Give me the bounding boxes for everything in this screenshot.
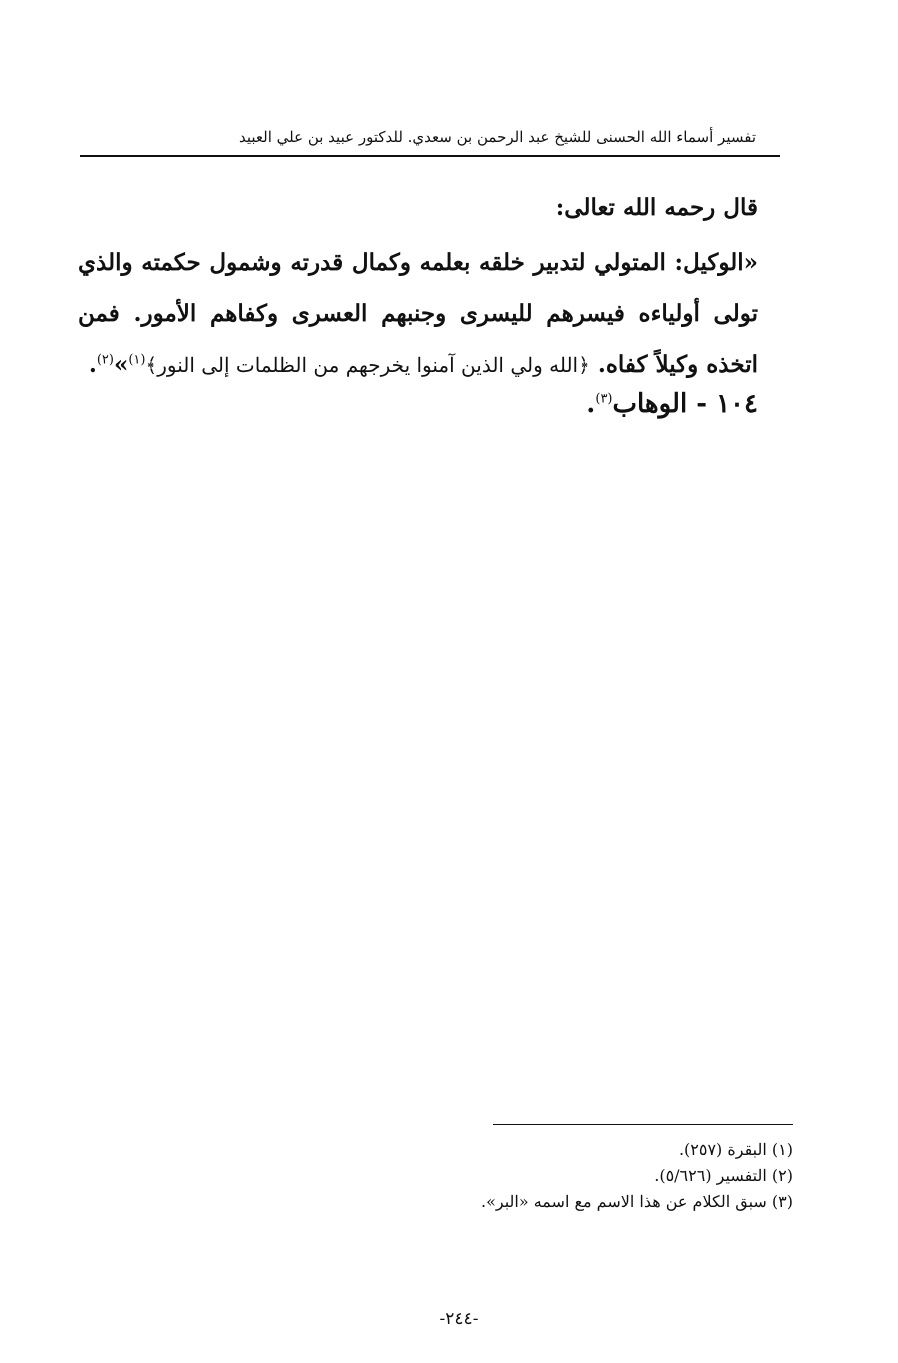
page-number-row [0, 1308, 898, 1330]
footnotes [373, 1137, 793, 1215]
heading-end: . [586, 389, 596, 419]
footnote-rule [493, 1124, 793, 1125]
running-header: تفسير أسماء الله الحسنى للشيخ عبد الرحمن بن سعدي. للدكتور عبيد بن علي العبيد [238, 128, 756, 146]
paragraph-end: . [88, 351, 97, 378]
header-rule [80, 155, 780, 157]
section-heading [586, 384, 758, 424]
footnote-3: (٣) سبق الكلام عن هذا الاسم مع اسمه «البر». [481, 1192, 793, 1211]
body-text-main: «الوكيل: المتولي لتدبير خلقه بعلمه وكمال قدرته وشمول حكمته والذي تولى أولياءه فيسرهم لليسرى وجنبهم العسرى وكفاهم الأمور. فمن اتخذه وكيلاً كفاه. [78, 249, 758, 378]
closing-quote: » [113, 351, 129, 378]
footnote-ref-2: (٢) [96, 352, 114, 368]
footnote-ref-3: (٣) [595, 391, 613, 407]
quran-verse: ﴿الله ولي الذين آمنوا يخرجهم من الظلمات إلى النور﴾ [145, 353, 590, 377]
heading-text: ١٠٤ - الوهاب [612, 389, 758, 419]
footnote-2: (٢) التفسير (٥/٦٢٦). [654, 1166, 793, 1185]
section-intro: قال رحمه الله تعالى: [555, 194, 758, 221]
footnote-1: (١) البقرة (٢٥٧). [678, 1140, 793, 1159]
footnote-ref-1: (١) [128, 352, 146, 368]
body-paragraph [78, 237, 758, 391]
page-number: -٢٤٤- [439, 1309, 479, 1329]
